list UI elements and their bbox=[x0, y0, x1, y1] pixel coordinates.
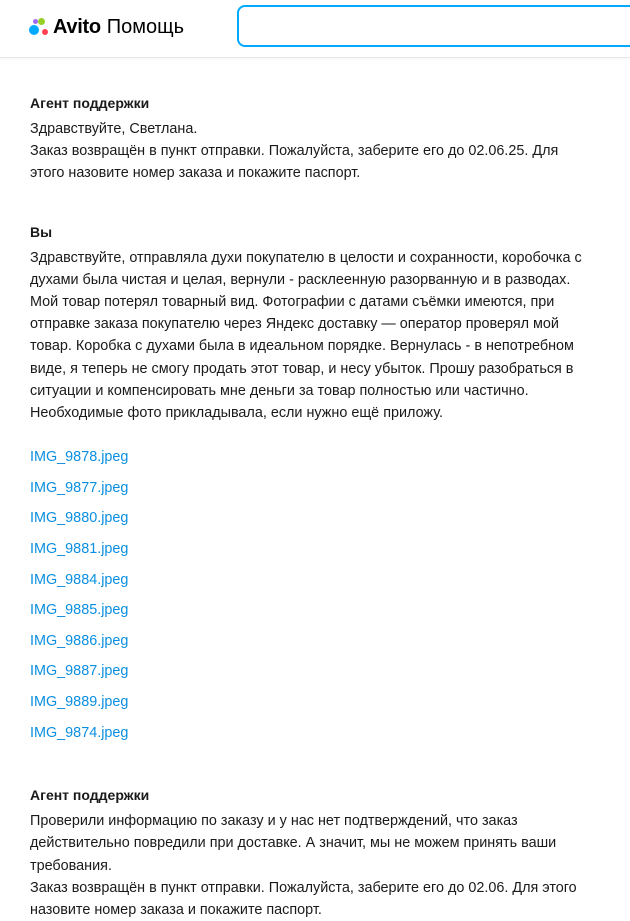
attachment-link[interactable]: IMG_9885.jpeg bbox=[30, 602, 129, 619]
attachment-link[interactable]: IMG_9874.jpeg bbox=[30, 724, 129, 741]
message-line: Здравствуйте, Светлана. bbox=[30, 121, 198, 137]
message-user bbox=[30, 223, 612, 749]
message-line: духами была чистая и целая, вернули - расклеенную разорванную и в разводах. bbox=[30, 271, 571, 288]
message-agent bbox=[30, 786, 612, 921]
header bbox=[0, 0, 630, 58]
attachment-link[interactable]: IMG_9878.jpeg bbox=[30, 449, 129, 466]
attachment-link[interactable]: IMG_9877.jpeg bbox=[30, 479, 129, 496]
search-box[interactable] bbox=[237, 5, 630, 47]
attachment-list bbox=[30, 442, 612, 748]
message-line: Проверили информацию по заказу и у нас нет подтверждений, что заказ bbox=[30, 813, 518, 830]
message-agent bbox=[30, 94, 612, 185]
message-line: Заказ возвращён в пункт отправки. Пожалуйста, заберите его до 02.06.25. Для bbox=[30, 143, 559, 160]
attachment-link[interactable]: IMG_9889.jpeg bbox=[30, 693, 129, 710]
message-line: отправке заказа покупателю через Яндекс доставку — оператор проверял мой bbox=[30, 316, 559, 333]
search-input[interactable] bbox=[239, 7, 630, 45]
avito-logo[interactable] bbox=[29, 13, 184, 41]
message-line: Здравствуйте, отправляла духи покупателю в целости и сохранности, коробочка с bbox=[30, 249, 582, 266]
attachment-link[interactable]: IMG_9887.jpeg bbox=[30, 663, 129, 680]
section-title: Помощь bbox=[106, 15, 185, 38]
message-line: Мой товар потерял товарный вид. Фотографии с датами съёмки имеются, при bbox=[30, 294, 555, 311]
message-author: Вы bbox=[30, 223, 53, 240]
attachment-link[interactable]: IMG_9884.jpeg bbox=[30, 571, 129, 588]
message-thread bbox=[0, 58, 630, 921]
attachment-link[interactable]: IMG_9881.jpeg bbox=[30, 541, 129, 558]
message-line: ситуации и компенсировать мне деньги за товар полностью или частично. bbox=[30, 382, 529, 399]
message-line: Заказ возвращён в пункт отправки. Пожалуйста, заберите его до 02.06. Для этого bbox=[30, 879, 577, 896]
message-author: Агент поддержки bbox=[30, 95, 150, 111]
attachment-link[interactable]: IMG_9880.jpeg bbox=[30, 510, 129, 527]
message-line: назовите номер заказа и покажите паспорт. bbox=[30, 901, 322, 918]
message-line: действительно повредили при доставке. А значит, мы не можем принять ваши bbox=[30, 835, 557, 852]
message-author: Агент поддержки bbox=[30, 787, 150, 804]
avito-logo-icon bbox=[29, 17, 49, 37]
message-line: виде, я теперь не смогу продать этот товар, и несу убыток. Прошу разобраться в bbox=[30, 360, 574, 377]
brand-name: Avito bbox=[53, 15, 101, 38]
message-line: Необходимые фото прикладывала, если нужно ещё приложу. bbox=[30, 405, 443, 422]
message-line: этого назовите номер заказа и покажите паспорт. bbox=[30, 165, 361, 182]
message-line: товар. Коробка с духами была в идеальном порядке. Вернулась - в непотребном bbox=[30, 338, 574, 355]
attachment-link[interactable]: IMG_9886.jpeg bbox=[30, 632, 129, 649]
message-line: требования. bbox=[30, 857, 112, 874]
